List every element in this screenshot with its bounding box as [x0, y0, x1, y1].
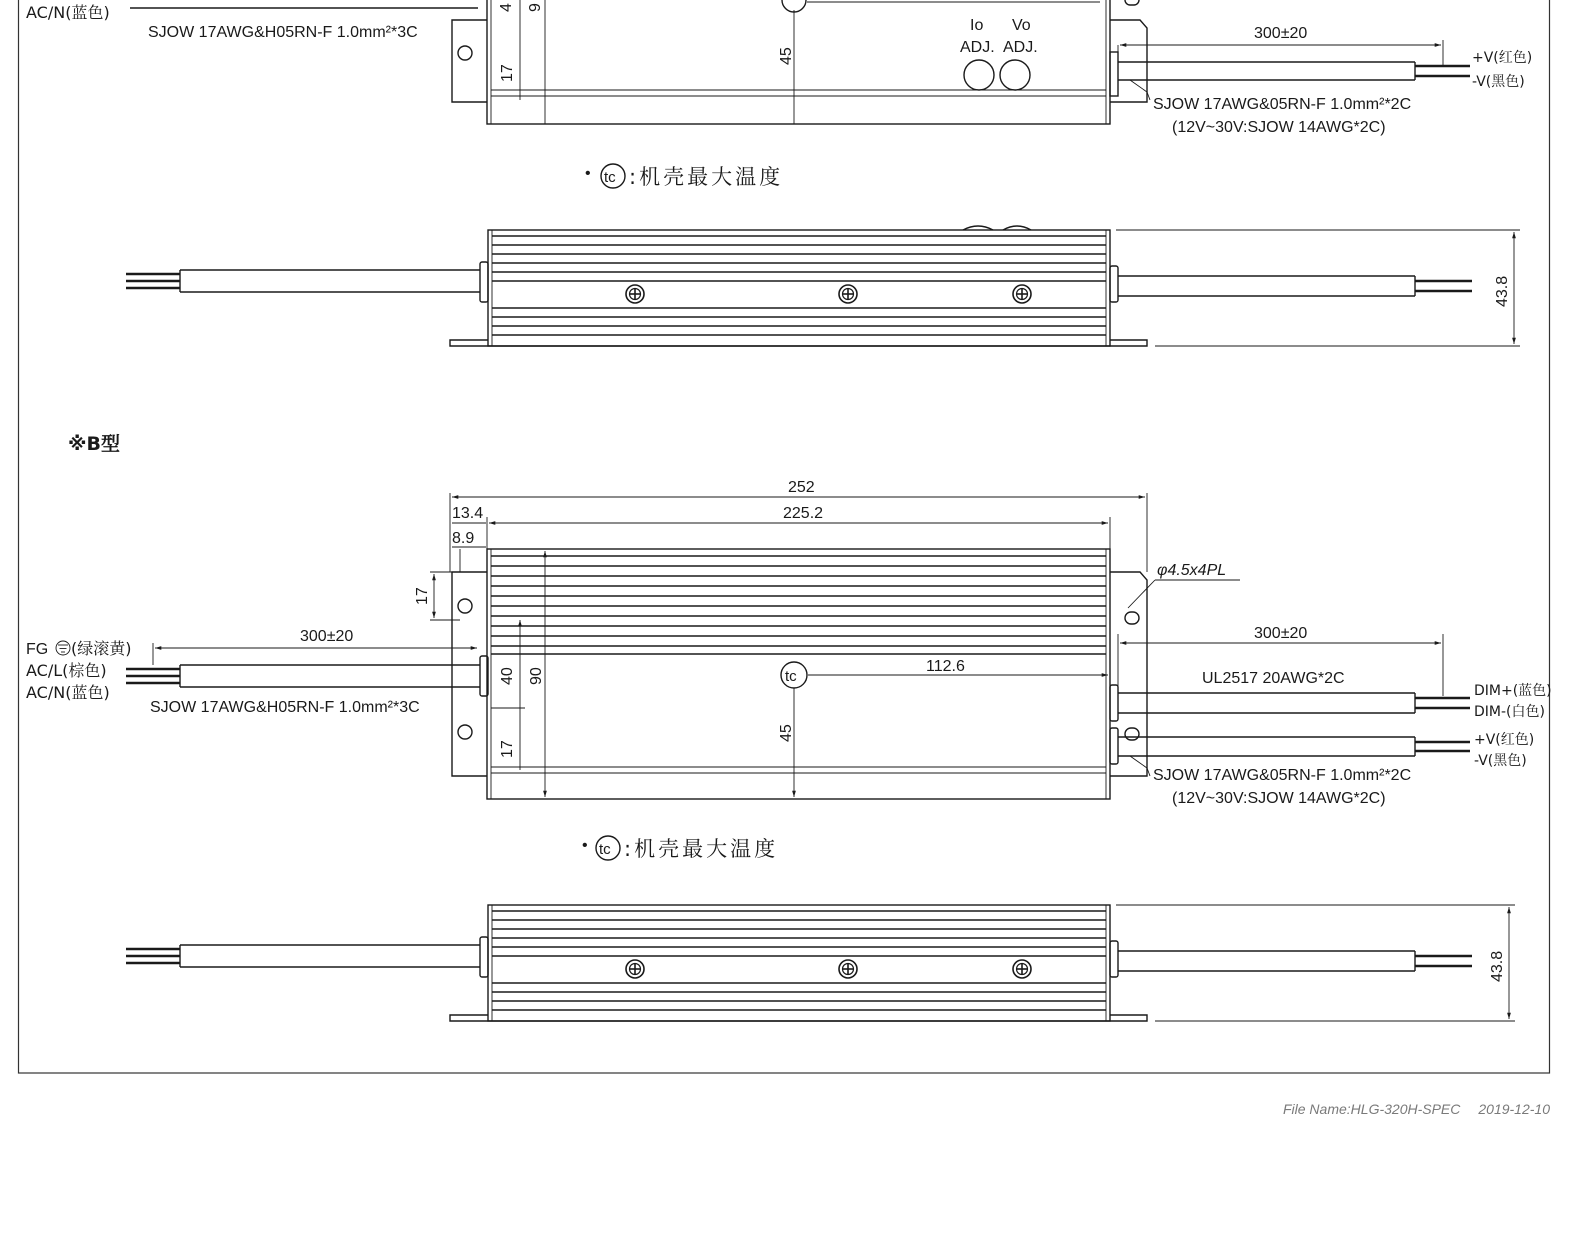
dc-cable-alt-b: (12V~30V:SJOW 14AWG*2C) — [1172, 790, 1386, 807]
ac-l-label-b: AC/L(棕色) — [26, 661, 107, 680]
dim-225-2-b: 225.2 — [783, 505, 824, 522]
ac-n-label-b: AC/N(蓝色) — [26, 683, 110, 702]
io-adj-label: ADJ. — [960, 39, 995, 56]
fg-color-b: (绿滚黄) — [71, 639, 132, 658]
dim-8-9-b: 8.9 — [452, 530, 475, 547]
dim-112-6-b: 112.6 — [926, 658, 965, 675]
dim-4-a: 4 — [498, 3, 515, 12]
hole-label-b: φ4.5x4PL — [1157, 562, 1227, 579]
svg-text:•: • — [582, 837, 588, 854]
dim-in-length-b: 300±20 — [300, 628, 354, 645]
plus-v-label-a: +V(红色) — [1472, 50, 1533, 66]
ground-icon — [56, 641, 70, 655]
dim-out-length-a: 300±20 — [1254, 25, 1308, 42]
svg-text::机壳最大温度: :机壳最大温度 — [624, 837, 779, 861]
tc-note-b — [582, 836, 778, 861]
side-view-b — [126, 905, 1515, 1021]
dc-cable-alt-a: (12V~30V:SJOW 14AWG*2C) — [1172, 119, 1386, 136]
section-b-title: ※B型 — [68, 433, 120, 455]
io-adj-pot — [964, 60, 994, 90]
top-view-a — [26, 0, 1532, 136]
dim-17-lower-b: 17 — [499, 740, 516, 758]
svg-text::机壳最大温度: :机壳最大温度 — [629, 165, 784, 189]
height-dim-a: 43.8 — [1494, 275, 1511, 307]
frame-border — [19, 0, 1550, 1073]
ac-n-label-a: AC/N(蓝色) — [26, 3, 110, 22]
dim-45-a: 45 — [778, 47, 795, 65]
dim-9-a: 9 — [527, 3, 544, 12]
plus-v-label-b: +V(红色) — [1474, 732, 1535, 748]
file-footer — [1265, 1101, 1550, 1117]
vo-adj-label: ADJ. — [1003, 39, 1038, 56]
svg-text:•: • — [585, 165, 591, 182]
height-dim-b: 43.8 — [1489, 950, 1506, 982]
dc-cable-label-a: SJOW 17AWG&05RN-F 1.0mm²*2C — [1153, 96, 1412, 113]
dim-plus-label-b: DIM+(蓝色) — [1474, 683, 1552, 699]
dim-17-a: 17 — [499, 64, 516, 82]
dc-cable-label-b: SJOW 17AWG&05RN-F 1.0mm²*2C — [1153, 767, 1412, 784]
io-label: Io — [970, 17, 984, 34]
dim-out-length-b: 300±20 — [1254, 625, 1308, 642]
ac-cable-label-a: SJOW 17AWG&H05RN-F 1.0mm²*3C — [148, 24, 418, 41]
svg-text:tc: tc — [604, 169, 616, 186]
ac-cable-label-b: SJOW 17AWG&H05RN-F 1.0mm²*3C — [150, 699, 420, 716]
file-name-label: File Name:HLG-320H-SPEC — [1282, 1101, 1461, 1117]
tc-note-a — [585, 164, 783, 189]
dim-45-b: 45 — [778, 724, 795, 742]
dim-13-4-b: 13.4 — [452, 505, 484, 522]
svg-text:tc: tc — [785, 668, 797, 685]
file-date-label: 2019-12-10 — [1478, 1101, 1550, 1117]
dim-minus-label-b: DIM-(白色) — [1474, 704, 1545, 720]
dim-40-b: 40 — [499, 667, 516, 685]
vo-label: Vo — [1012, 17, 1031, 34]
fg-label-b: FG — [26, 641, 49, 658]
dim-17-upper-b: 17 — [414, 587, 431, 605]
minus-v-label-a: -V(黑色) — [1472, 74, 1525, 90]
minus-v-label-b: -V(黑色) — [1474, 753, 1527, 769]
dim-total-b: 252 — [788, 479, 815, 496]
side-view-a — [126, 226, 1520, 346]
vo-adj-pot — [1000, 60, 1030, 90]
top-view-b — [26, 479, 1552, 807]
dim-90-b: 90 — [528, 667, 545, 685]
dim-cable-label-b: UL2517 20AWG*2C — [1202, 670, 1345, 687]
svg-text:tc: tc — [599, 841, 611, 858]
